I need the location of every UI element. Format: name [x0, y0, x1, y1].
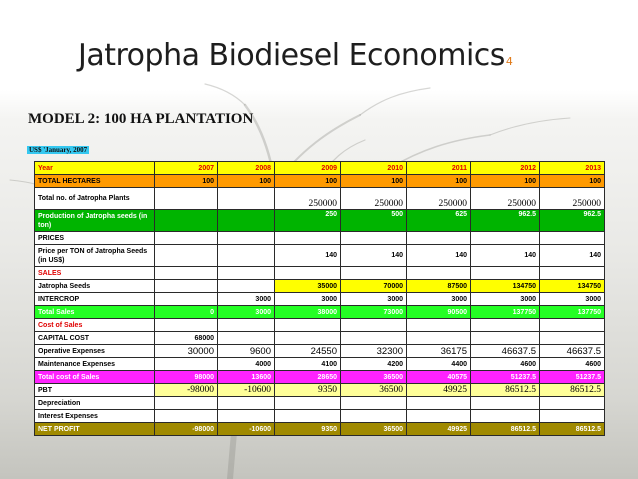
row-label: SALES [35, 267, 155, 280]
cell-value: 2007 [155, 162, 218, 175]
cell-value: 24550 [275, 345, 341, 358]
cell-value: 30000 [155, 345, 218, 358]
slide-number: 4 [505, 55, 513, 68]
cell-value: 4100 [275, 358, 341, 371]
row-label: Operative Expenses [35, 345, 155, 358]
row-cost-of-sales-heading [35, 319, 605, 332]
cell-value: 9600 [218, 345, 275, 358]
row-maintenance [35, 358, 605, 371]
cell-value: 2011 [407, 162, 471, 175]
cell-value: 2009 [275, 162, 341, 175]
cell-value: 250000 [471, 188, 540, 210]
row-label: Maintenance Expenses [35, 358, 155, 371]
cell-value: 13600 [218, 371, 275, 384]
cell-value: 38000 [275, 306, 341, 319]
row-label: Year [35, 162, 155, 175]
row-total-cost [35, 371, 605, 384]
cell-value: 36175 [407, 345, 471, 358]
cell-value: -98000 [155, 423, 218, 436]
row-label: Depreciation [35, 397, 155, 410]
cell-value: 140 [540, 245, 605, 267]
cell-value: 4400 [407, 358, 471, 371]
cell-value: 4000 [218, 358, 275, 371]
cell-value: 134750 [540, 280, 605, 293]
cell-value: -10600 [218, 384, 275, 397]
row-plants [35, 188, 605, 210]
cell-value: 51237.5 [540, 371, 605, 384]
cell-value [155, 293, 218, 306]
row-net-profit [35, 423, 605, 436]
cell-value [218, 188, 275, 210]
cell-value [155, 245, 218, 267]
cell-value: 32300 [341, 345, 407, 358]
cell-value: 46637.5 [471, 345, 540, 358]
cell-value: 250000 [540, 188, 605, 210]
row-label: TOTAL HECTARES [35, 175, 155, 188]
row-year [35, 162, 605, 175]
cell-value: 100 [407, 175, 471, 188]
cell-value [218, 210, 275, 232]
cell-value: 73000 [341, 306, 407, 319]
cell-value: 100 [275, 175, 341, 188]
cell-value: 86512.5 [540, 384, 605, 397]
cell-value [155, 358, 218, 371]
row-jatropha-seeds [35, 280, 605, 293]
cell-value: 140 [471, 245, 540, 267]
cell-value: 2008 [218, 162, 275, 175]
cell-value: 3000 [471, 293, 540, 306]
row-label: Jatropha Seeds [35, 280, 155, 293]
row-price-per-ton [35, 245, 605, 267]
row-label: Total no. of Jatropha Plants [35, 188, 155, 210]
cell-value [155, 280, 218, 293]
cell-value: 36500 [341, 384, 407, 397]
row-label: Total cost of Sales [35, 371, 155, 384]
economics-table [34, 161, 605, 436]
cell-value: 3000 [218, 293, 275, 306]
cell-value: 86512.5 [471, 423, 540, 436]
cell-value [155, 188, 218, 210]
row-total-sales [35, 306, 605, 319]
row-total-hectares [35, 175, 605, 188]
cell-value: 70000 [341, 280, 407, 293]
cell-value: 137750 [540, 306, 605, 319]
cell-value: 140 [341, 245, 407, 267]
row-label: PBT [35, 384, 155, 397]
cell-value [218, 280, 275, 293]
model-heading: MODEL 2: 100 HA PLANTATION [28, 111, 254, 127]
cell-value: 500 [341, 210, 407, 232]
cell-value: 100 [155, 175, 218, 188]
row-prices [35, 232, 605, 245]
cell-value: 36500 [341, 371, 407, 384]
cell-value: 3000 [275, 293, 341, 306]
row-label: Production of Jatropha seeds (in ton) [35, 210, 155, 232]
cell-value: 2010 [341, 162, 407, 175]
cell-value: 40575 [407, 371, 471, 384]
cell-value: 46637.5 [540, 345, 605, 358]
cell-value: 3000 [218, 306, 275, 319]
cell-value: 625 [407, 210, 471, 232]
cell-value: 4200 [341, 358, 407, 371]
cell-value: 3000 [407, 293, 471, 306]
cell-value: 68000 [155, 332, 218, 345]
cell-value: 3000 [341, 293, 407, 306]
cell-value: 2012 [471, 162, 540, 175]
row-label: INTERCROP [35, 293, 155, 306]
cell-value: 90500 [407, 306, 471, 319]
row-sales-heading [35, 267, 605, 280]
row-capital-cost [35, 332, 605, 345]
cell-value: 86512.5 [471, 384, 540, 397]
cell-value: 35000 [275, 280, 341, 293]
cell-value: -98000 [155, 384, 218, 397]
row-label: Price per TON of Jatropha Seeds (in US$) [35, 245, 155, 267]
cell-value: 49925 [407, 423, 471, 436]
row-label: Cost of Sales [35, 319, 155, 332]
cell-value: 140 [407, 245, 471, 267]
cell-value: 9350 [275, 384, 341, 397]
cell-value: 98000 [155, 371, 218, 384]
cell-value: 962.5 [471, 210, 540, 232]
cell-value: 134750 [471, 280, 540, 293]
cell-value: 100 [540, 175, 605, 188]
row-depreciation [35, 397, 605, 410]
row-label: NET PROFIT [35, 423, 155, 436]
row-production [35, 210, 605, 232]
cell-value: 250000 [275, 188, 341, 210]
row-label: Interest Expenses [35, 410, 155, 423]
cell-value: 250000 [341, 188, 407, 210]
cell-value: 100 [471, 175, 540, 188]
cell-value [218, 245, 275, 267]
row-label: CAPITAL COST [35, 332, 155, 345]
currency-note: US$ 'January, 2007 [29, 146, 88, 154]
cell-value: 3000 [540, 293, 605, 306]
cell-value: 100 [341, 175, 407, 188]
cell-value: 86512.5 [540, 423, 605, 436]
row-label: Total Sales [35, 306, 155, 319]
cell-value: 250000 [407, 188, 471, 210]
cell-value: 140 [275, 245, 341, 267]
row-label: PRICES [35, 232, 155, 245]
cell-value: 87500 [407, 280, 471, 293]
cell-value: 250 [275, 210, 341, 232]
cell-value [155, 210, 218, 232]
cell-value: 4600 [540, 358, 605, 371]
row-pbt [35, 384, 605, 397]
slide-title: Jatropha Biodiesel Economics4 [78, 38, 513, 73]
cell-value: 28650 [275, 371, 341, 384]
row-interest [35, 410, 605, 423]
row-operative-expenses [35, 345, 605, 358]
cell-value: 9350 [275, 423, 341, 436]
cell-value: 51237.5 [471, 371, 540, 384]
cell-value: 2013 [540, 162, 605, 175]
cell-value: 962.5 [540, 210, 605, 232]
cell-value: 49925 [407, 384, 471, 397]
cell-value: 137750 [471, 306, 540, 319]
row-intercrop [35, 293, 605, 306]
cell-value: -10600 [218, 423, 275, 436]
cell-value: 4600 [471, 358, 540, 371]
cell-value: 0 [155, 306, 218, 319]
cell-value: 100 [218, 175, 275, 188]
cell-value: 36500 [341, 423, 407, 436]
